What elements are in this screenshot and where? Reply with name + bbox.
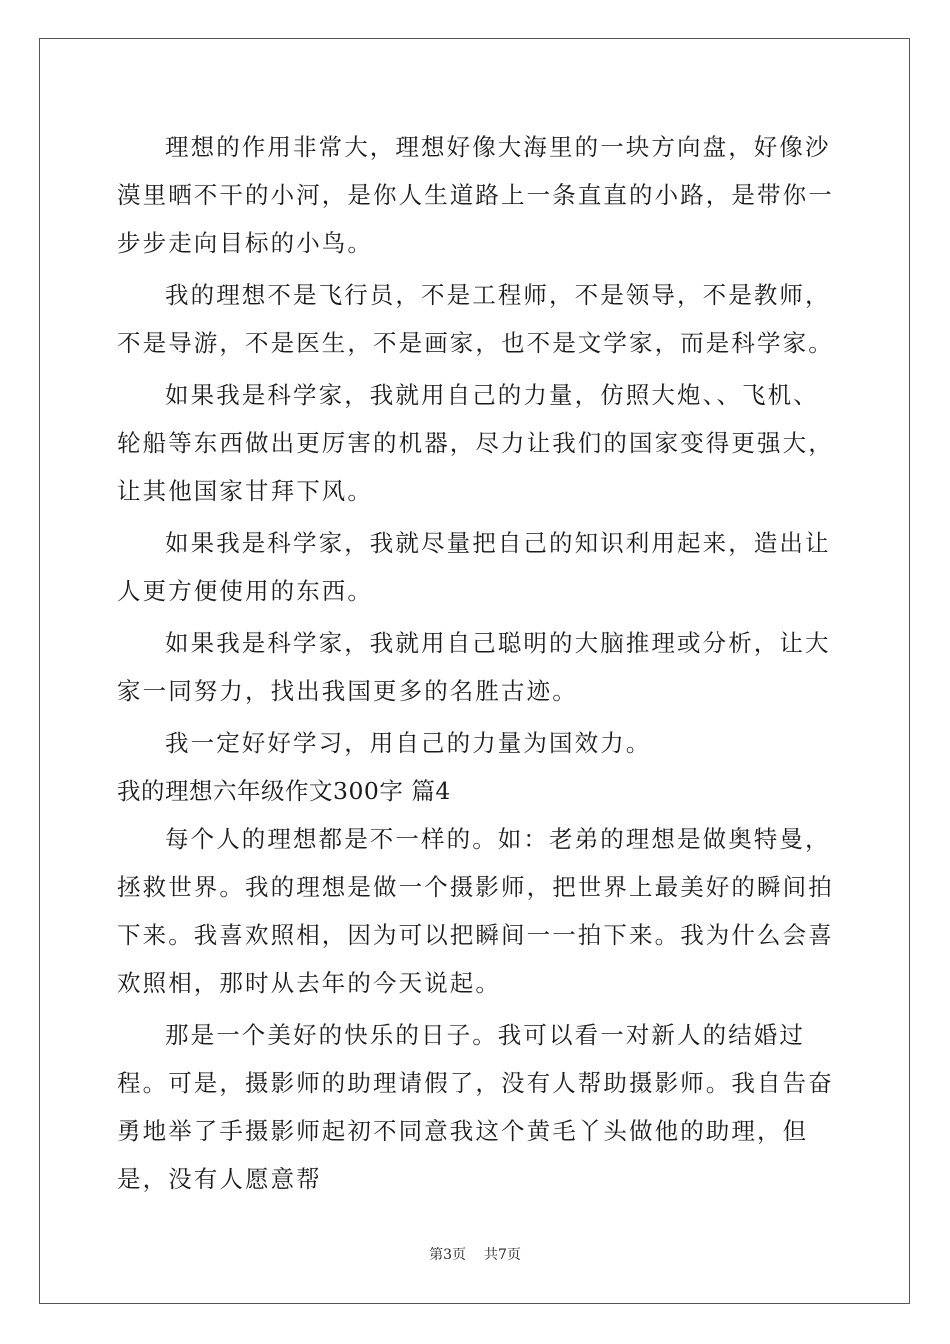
paragraph: 我的理想不是飞行员，不是工程师，不是领导，不是教师，不是导游，不是医生，不是画家，也不是文学家，而是科学家。 bbox=[117, 281, 834, 357]
paragraph: 如果我是科学家，我就用自己聪明的大脑推理或分析，让大家一同努力，找出我国更多的名胜古迹。 bbox=[117, 629, 831, 705]
paragraph: 那是一个美好的快乐的日子。我可以看一对新人的结婚过程。可是，摄影师的助理请假了，没有人帮助摄影师。我自告奋勇地举了手摄影师起初不同意我这个黄毛丫头做他的助理，但是，没有人愿意帮 bbox=[117, 1021, 834, 1193]
section-heading: 我的理想六年级作文300字 篇4 bbox=[117, 777, 451, 805]
page-footer bbox=[0, 1244, 950, 1264]
page-total: 共7页 bbox=[484, 1247, 521, 1263]
paragraph: 我一定好好学习，用自己的力量为国效力。 bbox=[165, 729, 652, 757]
paragraph: 每个人的理想都是不一样的。如：老弟的理想是做奥特曼，拯救世界。我的理想是做一个摄影师，把世界上最美好的瞬间拍下来。我喜欢照相，因为可以把瞬间一一拍下来。我为什么会喜欢照相，那时从去年的今天说起。 bbox=[117, 825, 834, 997]
paragraph: 如果我是科学家，我就用自己的力量，仿照大炮、、飞机、轮船等东西做出更厉害的机器，尽力让我们的国家变得更强大，让其他国家甘拜下风。 bbox=[117, 381, 834, 505]
paragraph: 理想的作用非常大，理想好像大海里的一块方向盘，好像沙漠里晒不干的小河，是你人生道路上一条直直的小路，是带你一步步走向目标的小鸟。 bbox=[117, 133, 834, 257]
page-number: 第3页 bbox=[429, 1247, 466, 1263]
paragraph: 如果我是科学家，我就尽量把自己的知识利用起来，造出让人更方便使用的东西。 bbox=[117, 529, 831, 605]
document-body bbox=[117, 123, 837, 1203]
